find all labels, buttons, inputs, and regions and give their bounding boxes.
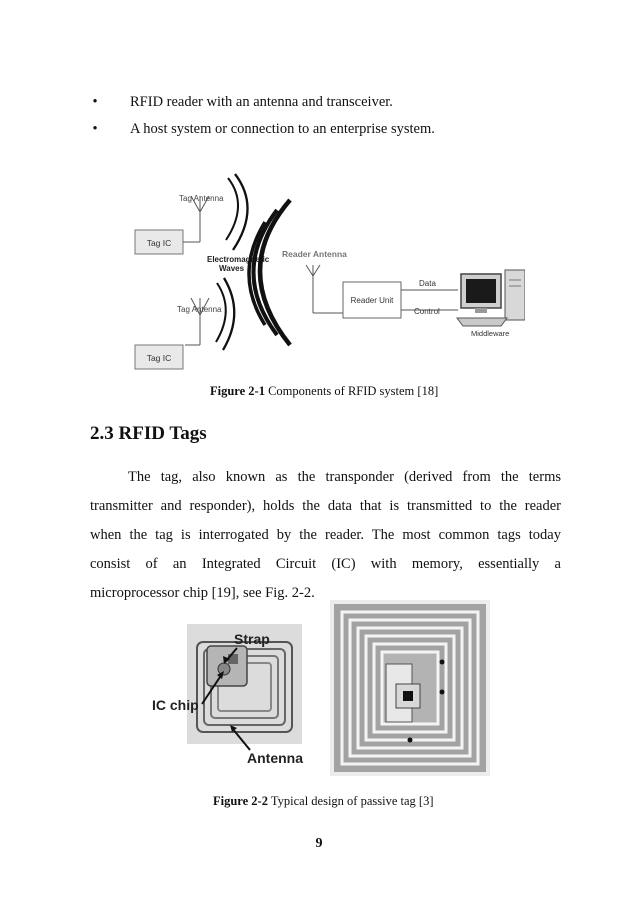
figure-caption-text: Components of RFID system [18] bbox=[264, 384, 439, 398]
page-number: 9 bbox=[315, 836, 323, 851]
tag-ic-label-bottom: Tag IC bbox=[146, 353, 172, 363]
paragraph-line: consist of an Integrated Circuit (IC) with memory, essentially a bbox=[90, 556, 561, 572]
reader-antenna-label: Reader Antenna bbox=[282, 249, 347, 259]
figure-number: Figure 2-1 bbox=[210, 384, 265, 398]
paragraph-line: The tag, also known as the transponder (derived from the terms bbox=[128, 469, 561, 485]
tag-ic-label-top: Tag IC bbox=[146, 238, 172, 248]
middleware-label: Middleware bbox=[471, 329, 510, 338]
ic-chip-label: IC chip bbox=[152, 697, 199, 713]
em-waves-label-line1: Electromagnetic bbox=[207, 255, 270, 264]
data-label: Data bbox=[419, 279, 436, 288]
paragraph-line: transmitter and responder), holds the data that is transmitted to the reader bbox=[90, 498, 561, 514]
paragraph-line: when the tag is interrogated by the reader. The most common tags today bbox=[90, 527, 561, 543]
bullet-text: A host system or connection to an enterprise system. bbox=[130, 121, 435, 137]
passive-tag-photo-left bbox=[152, 624, 322, 774]
middleware-computer-icon bbox=[457, 270, 525, 326]
antenna-label: Antenna bbox=[247, 750, 303, 766]
bullet-text: RFID reader with an antenna and transceiver. bbox=[130, 94, 393, 110]
figure-caption-text: Typical design of passive tag [3] bbox=[267, 794, 434, 808]
bullet-symbol: • bbox=[92, 121, 98, 137]
bullet-symbol: • bbox=[92, 94, 98, 110]
reader-unit-label: Reader Unit bbox=[350, 296, 394, 305]
tag-antenna-label-top: Tag Antenna bbox=[179, 194, 224, 203]
control-label: Control bbox=[414, 307, 440, 316]
tag-antenna-label-bottom: Tag Antenna bbox=[177, 305, 222, 314]
strap-label: Strap bbox=[234, 631, 270, 647]
em-waves-label-line2: Waves bbox=[219, 264, 245, 273]
paragraph-line: microprocessor chip [19], see Fig. 2-2. bbox=[90, 585, 315, 601]
figure-number: Figure 2-2 bbox=[213, 794, 268, 808]
figure-caption bbox=[213, 794, 434, 809]
rfid-components-diagram bbox=[125, 170, 525, 375]
figure-caption bbox=[210, 384, 438, 399]
passive-tag-photo-right bbox=[330, 600, 490, 776]
section-heading: 2.3 RFID Tags bbox=[90, 423, 207, 444]
